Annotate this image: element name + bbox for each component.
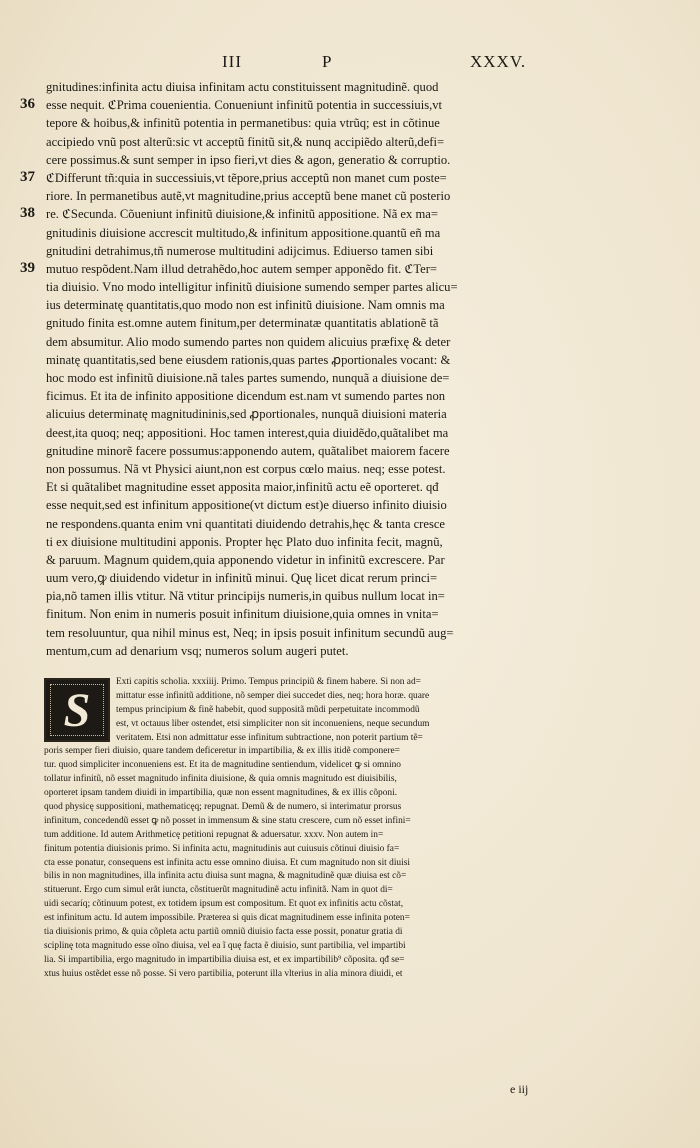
text-line: riore. In permanetibus autẽ,vt magnitudine,prius acceptũ bene manet cũ posterio (46, 189, 451, 204)
scholia-line: est infinitum actu. Id autem impossibile. Præterea si quis dicat magnitudinem esse infinita poten= (44, 913, 410, 924)
scholia-line: Exti capitis scholia. xxxiiij. Primo. Tempus principiũ & finem habere. Si non ad= (116, 677, 421, 687)
text-line: ne respondens.quanta enim vni quantitati diuidendo detrahis,hęc & tanta cresce (46, 516, 446, 531)
scholia-line: tollatur infinitũ, nõ esset magnitudo infinita diuisione, & quia omnis magnitudo est diuisibilis, (44, 774, 397, 785)
text-line: re. ℭSecunda. Cõueniunt infinitũ diuisione,& infinitũ appositione. Nã ex ma= (46, 207, 438, 222)
scholia-line: xtus huius ostẽdet esse nõ posse. Si vero partibilia, poterunt illa vlterius in alia minora diuidi, et (44, 968, 403, 979)
text-line: gnitudines:infinita actu diuisa infinitam actu constituissent magnitudinẽ. quod (46, 80, 439, 94)
decorated-initial: S (44, 678, 110, 742)
text-line: accipiedo vnũ post alterũ:sic vt acceptũ finitũ sit,& nunq accipiẽdo alterũ,defi= (46, 134, 445, 149)
scholia-line: uidi secaríq; cõtinuum potest, ex totidem ipsum est compositum. Et quot ex infinitis actu cõstat, (44, 899, 404, 910)
scholia-block (44, 676, 564, 982)
scholia-line: bilis in non magnitudines, illa infinita actu diuisa sunt magna, & magnitudinẽ quæ diuisa est cõ= (44, 871, 407, 882)
scholia-line: quod physicę suppositioni, mathematicęq; repugnat. Demũ & de numero, si interimatur prorsus (44, 802, 402, 813)
scholia-line: finitum potentia diuisionis primo. Si infinita actu, magnitudinis aut cuiusuis cõtinui diuisio fa= (44, 843, 400, 854)
text-line: ti ex diuisione multitudini apponis. Propter hęc Plato duo infinita fecit, magnũ, (46, 534, 443, 549)
text-line: ius determinatę quantitatis,quo modo non est infinitũ diuisione. Nam omnis ma (46, 298, 445, 313)
header-middle: P (322, 52, 333, 71)
text-line: finitum. Non enim in numeris posuit infinitum diuisione,quia omnes in vnita= (46, 607, 439, 622)
text-line: ficimus. Et ita de infinito appositione dicendum est.nam vt sumendo partes non (46, 389, 446, 404)
margin-number: 36 (20, 96, 35, 113)
scholia-line: tur. quod simpliciter inconueniens est. Et ita de magnitudine sentiendum, videlicet ꝙ si omnino (44, 760, 401, 771)
text-line: gnitudo finita est.omne autem finitum,per determinatæ quantitatis ablationẽ tã (46, 316, 439, 331)
scholia-line: oporteret ipsam tandem diuidi in impartibilia, quæ non essent magnitudines, & ex illis cõponi. (44, 788, 398, 799)
scholia-line: stituerunt. Ergo cum simul erãt iuncta, cõstituerũt magnitudinẽ actu infinitã. Nam in quot di= (44, 885, 393, 896)
scholia-line: sciplinę tota magnitudo esse oĩno diuisa, vel ea ĩ quę facta ẽ diuisio, sunt partibilia, vel impartibi (44, 940, 406, 951)
scholia-line: veritatem. Etsi non admittatur esse infinitum subtractione, non poterit partium tẽ= (116, 732, 423, 743)
margin-number: 37 (20, 169, 35, 185)
text-line: dem absumitur. Alio modo sumendo partes non quidem alicuius præfixę & deter (46, 334, 451, 349)
text-line: gnitudinis diuisione accrescit multitudo,& infinitum appositione.quantũ eñ ma (46, 225, 441, 240)
scholia-line: poris semper fieri diuisio, quare tandem deficeretur in impartibilia, & ex illis itidẽ componere= (44, 746, 400, 757)
margin-number: 39 (20, 260, 35, 276)
text-line: tem resoluuntur, qua nihil minus est, Neq; in ipsis posuit infinitum secundũ aug= (46, 625, 454, 640)
text-line: non possumus. Nã vt Physici aiunt,non est corpus cœlo maius. neq; esse potest. (46, 461, 446, 476)
text-line: cere possimus.& sunt semper in ipso fieri,vt dies & agon, generatio & corruptio. (46, 152, 451, 167)
scholia-line: tempus principium & finẽ habebit, quod suppositã mũdi perpetuitate incommodũ (116, 704, 420, 715)
text-line: esse nequit,sed est infinitum appositione(vt dictum est)e diuerso infinito diuisio (46, 498, 447, 513)
text-line: tia diuisio. Vno modo intelligitur infinitũ diuisione sumendo semper partes alicu= (46, 280, 458, 295)
margin-number: 38 (20, 205, 35, 222)
scholia-line: infinitum, concedendũ esset ꝙ nõ posset in immensum & sine statu crescere, cum nõ esset infini= (44, 815, 411, 826)
text-line: ℭDifferunt tñ:quia in successiuis,vt tẽpore,prius acceptũ non manet cum poste= (46, 170, 447, 185)
scholia-line: tum additione. Id autem Arithmeticę petitioni repugnat & aduersatur. xxxv. Non autem in= (44, 829, 384, 840)
scholia-line: tia diuisionis primo, & quia cõpleta actu partiũ omniũ diuisio facta esse possit, ponatur gratia di (44, 927, 403, 938)
text-line: deest,ita quoq; neq; appositioni. Hoc tamen interest,quia diuidẽdo,quãtalibet ma (46, 425, 449, 440)
scholia-line: lia. Si impartibilia, ergo magnitudo in impartibilia diuisa est, et ex impartibilib⁹ cõposita. qđ se= (44, 954, 405, 965)
text-line: gnitudine minorẽ facere possumus:apponendo autem, quãtalibet maiorem facere (46, 443, 450, 458)
text-line: gnitudini detrahimus,tñ numerose multitudini adijcimus. Ediuerso tamen sibi (46, 243, 434, 258)
text-line: minatę quantitatis,sed bene eiusdem rationis,quas partes ꝓportionales vocant: & (46, 352, 451, 367)
running-header (0, 52, 700, 74)
text-line: mentum,cum ad denarium vsq; numeros solum augeri putet. (46, 643, 349, 658)
text-line: pia,nõ tamen illis vtitur. Nã vtitur principijs numeris,in quibus nullum locat in= (46, 589, 445, 604)
signature-mark: e iij (510, 1082, 529, 1096)
scholia-lines (44, 676, 564, 982)
main-text-block (46, 78, 566, 660)
text-line: mutuo respõdent.Nam illud detrahẽdo,hoc autem semper apponẽdo fit. ℭTer= (46, 261, 438, 276)
header-left: III (222, 52, 242, 71)
text-line: Et si quãtalibet magnitudine esset apposita maior,infinitũ actu eẽ oporteret. qđ (46, 480, 439, 495)
header-folio: XXXV. (470, 52, 527, 71)
text-line: tepore & hoibus,& infinitũ potentia in permanetibus: quia vtrũq; est in cõtinue (46, 116, 440, 131)
text-line: alicuius determinatę magnitudininis,sed ꝓportionales, nunquã diuisioni materia (46, 407, 447, 422)
text-line: esse nequit. ℭPrima couenientia. Conueniunt infinitũ potentia in successiuis,vt (46, 98, 443, 113)
text-line: & paruum. Magnum quidem,quia apponendo videtur in infinitũ excrescere. Par (46, 552, 445, 567)
scholia-line: cta esse ponatur, consequens est infinita actu esse omnino diuisa. Et cum magnitudo non sit diuisi (44, 857, 410, 868)
text-line: uum vero,ꝙ diuidendo videtur in infinitũ minui. Quę licet dicat rerum princi= (46, 571, 438, 586)
scholia-line: mittatur esse infinitũ additione, nõ semper diei succedet dies, neq; hora horæ. quare (116, 690, 430, 701)
text-line: hoc modo est infinitũ diuisione.nã tales partes sumendo, nunquã a diuisione de= (46, 371, 450, 385)
scholia-line: est, vt octauus liber ostendet, etsi simpliciter non sit inconueniens, neque secundum (116, 718, 430, 729)
